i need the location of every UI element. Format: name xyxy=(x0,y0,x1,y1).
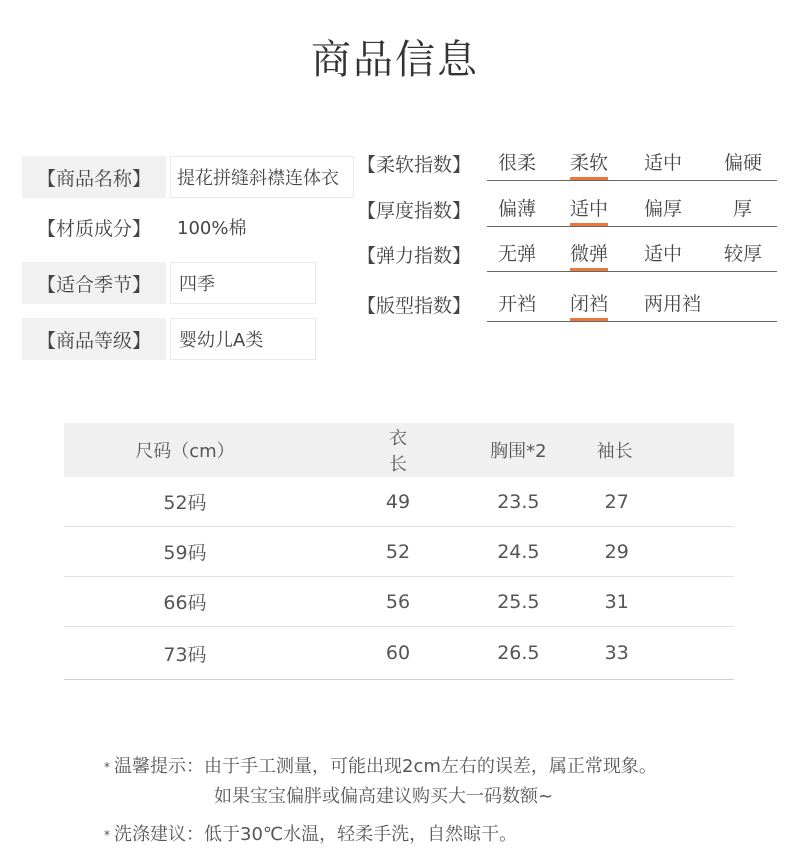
index-label: 【弹力指数】 xyxy=(357,245,472,267)
tip-text-line1: 由于手工测量，可能出现2cm左右的误差，属正常现象。 xyxy=(204,756,657,777)
index-option: 偏薄 xyxy=(498,198,537,220)
info-value: 四季 xyxy=(170,262,316,304)
index-line xyxy=(487,226,777,227)
index-option-selected: 微弹 xyxy=(570,239,608,271)
index-option-selected: 适中 xyxy=(570,194,608,226)
table-cell: 26.5 xyxy=(411,627,597,680)
table-cell: 60 xyxy=(385,627,411,680)
table-cell: 27 xyxy=(597,477,734,527)
index-label: 【柔软指数】 xyxy=(357,154,472,176)
table-header-length: 衣长 xyxy=(385,423,411,477)
wash-label: 洗涤建议： xyxy=(114,824,204,845)
info-label: 【商品等级】 xyxy=(22,318,166,360)
index-option: 适中 xyxy=(644,243,683,265)
index-option: 较厚 xyxy=(724,243,763,265)
table-cell: 66码 xyxy=(64,577,385,627)
fit-index xyxy=(357,289,777,325)
index-option: 很柔 xyxy=(498,152,537,174)
info-label: 【材质成分】 xyxy=(36,217,151,240)
size-table xyxy=(64,423,734,680)
index-option: 两用裆 xyxy=(644,293,702,315)
index-line xyxy=(487,271,777,272)
index-option: 无弹 xyxy=(498,243,537,265)
table-header-row xyxy=(64,423,734,477)
wash-text: 低于30℃水温，轻柔手洗，自然晾干。 xyxy=(204,824,518,845)
index-line xyxy=(487,180,777,181)
table-cell: 25.5 xyxy=(411,577,597,627)
index-option: 偏硬 xyxy=(724,152,763,174)
info-label: 【商品名称】 xyxy=(22,156,166,198)
table-row xyxy=(64,527,734,577)
index-option-selected: 闭裆 xyxy=(570,289,608,321)
table-cell: 49 xyxy=(385,477,411,527)
tip-note xyxy=(104,752,657,778)
table-cell: 52 xyxy=(385,527,411,577)
table-header-sleeve: 袖长 xyxy=(597,423,734,477)
table-row xyxy=(64,577,734,627)
table-cell: 23.5 xyxy=(411,477,597,527)
info-value: 婴幼儿A类 xyxy=(170,318,316,360)
table-cell: 24.5 xyxy=(411,527,597,577)
elasticity-index xyxy=(357,239,777,275)
thickness-index xyxy=(357,194,777,230)
table-cell: 33 xyxy=(597,627,734,680)
info-label: 【适合季节】 xyxy=(22,262,166,304)
index-label: 【厚度指数】 xyxy=(357,200,472,222)
index-option: 厚 xyxy=(733,198,753,220)
star-icon: * xyxy=(104,828,110,842)
table-cell: 56 xyxy=(385,577,411,627)
index-option: 开裆 xyxy=(498,293,537,315)
index-option: 适中 xyxy=(644,152,683,174)
table-cell: 31 xyxy=(597,577,734,627)
table-cell: 29 xyxy=(597,527,734,577)
info-value: 提花拼缝斜襟连体衣 xyxy=(170,156,354,198)
index-option: 偏厚 xyxy=(644,198,683,220)
table-header-size: 尺码（cm） xyxy=(64,423,385,477)
tip-label: 温馨提示： xyxy=(114,756,204,777)
info-value: 100%棉 xyxy=(177,218,247,239)
table-row xyxy=(64,477,734,527)
table-cell: 73码 xyxy=(64,627,385,680)
index-label: 【版型指数】 xyxy=(357,295,472,317)
index-option-selected: 柔软 xyxy=(570,148,608,180)
table-cell: 52码 xyxy=(64,477,385,527)
table-row xyxy=(64,627,734,680)
index-line xyxy=(487,321,777,322)
star-icon: * xyxy=(104,760,110,774)
page-title: 商品信息 xyxy=(311,37,479,83)
tip-text-line2: 如果宝宝偏胖或偏高建议购买大一码数额~ xyxy=(214,786,554,807)
softness-index xyxy=(357,148,777,184)
wash-note xyxy=(104,820,517,846)
table-cell: 59码 xyxy=(64,527,385,577)
table-header-chest: 胸围*2 xyxy=(411,423,597,477)
